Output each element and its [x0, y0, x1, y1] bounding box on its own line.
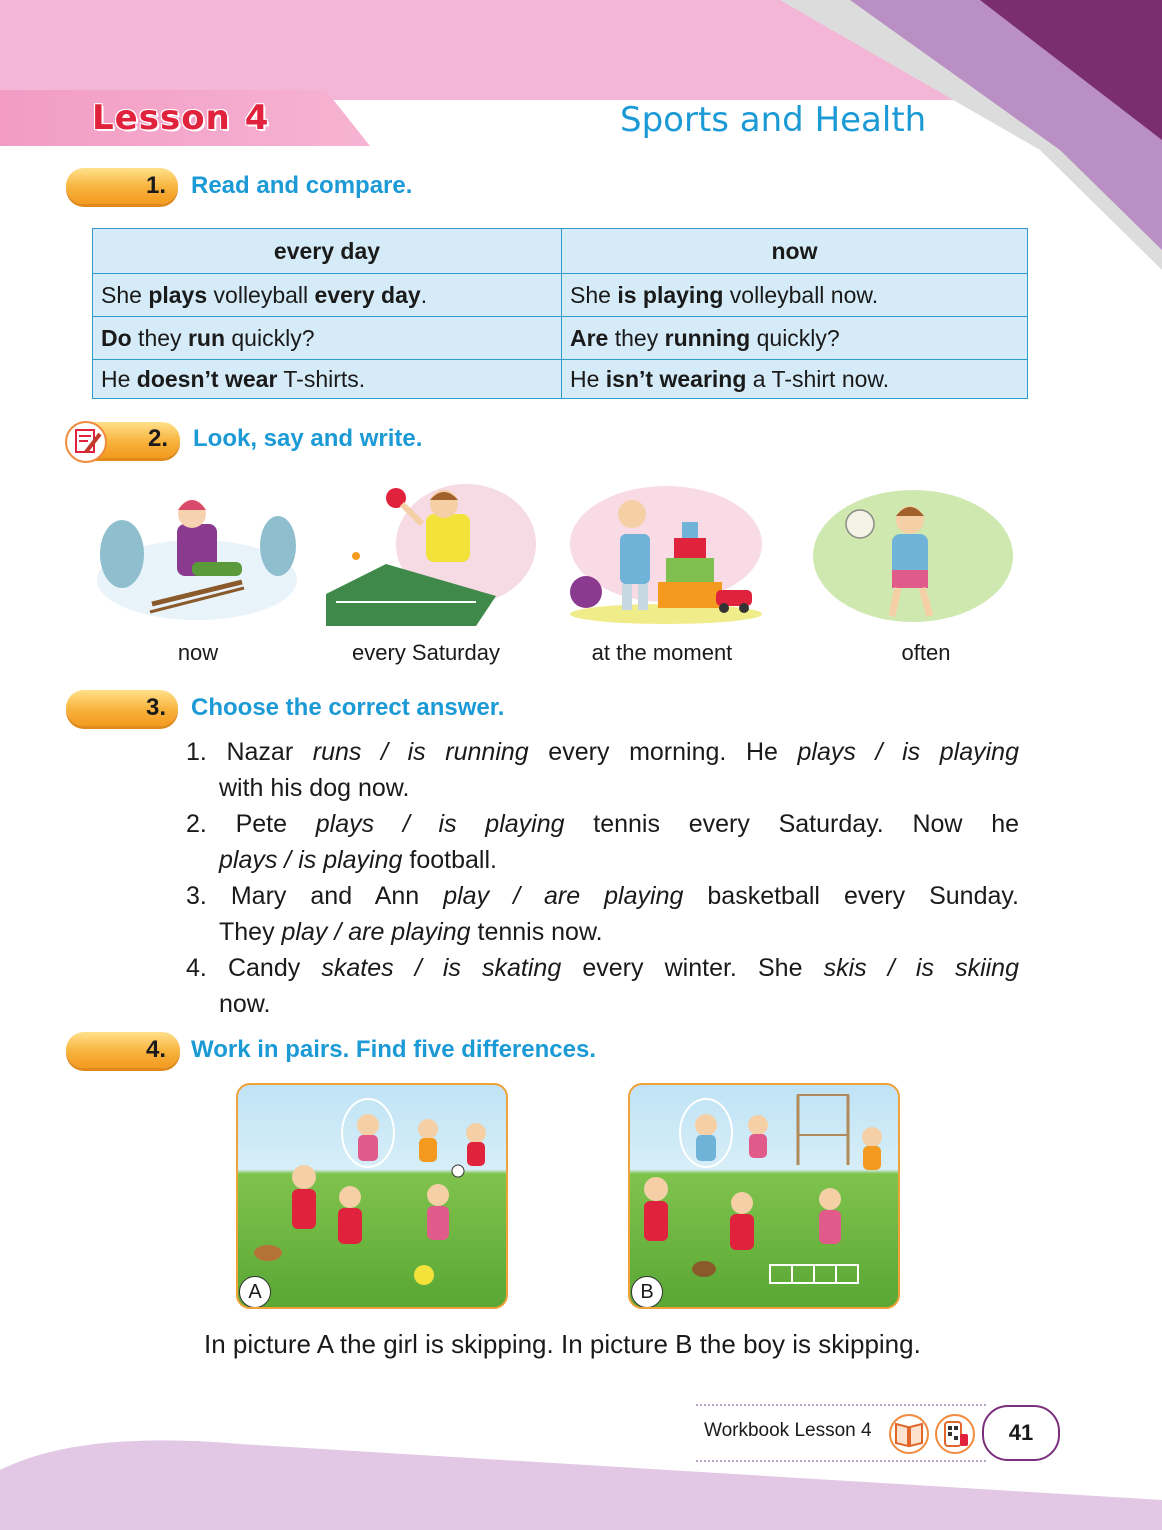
table-cell: He isn’t wearing a T-shirt now.: [562, 360, 1028, 399]
caption-now: now: [177, 640, 219, 665]
picture-b-label: B: [631, 1276, 663, 1308]
exercise-4-number: 4.: [146, 1036, 167, 1063]
lesson-label: Lesson: [92, 98, 231, 138]
list-item-4-line-1: 4. Candy skates / is skating every winter. She skis / is skiing: [186, 954, 1019, 982]
list-item-2-line-2: plays / is playing football.: [219, 846, 497, 874]
scene-picture-a: [236, 1083, 508, 1309]
table-row: [93, 317, 1028, 360]
workbook-book-icon[interactable]: [888, 1414, 930, 1454]
list-item-1-line-1: 1. Nazar runs / is running every morning. He plays / is playing: [186, 738, 1019, 766]
exercise-3-title: Choose the correct answer.: [191, 694, 505, 721]
volleyball-girl-picture: [808, 484, 1018, 626]
list-item-3-line-1: 3. Mary and Ann play / are playing basketball every Sunday.: [186, 882, 1019, 910]
workbook-reference: Workbook Lesson 4: [704, 1420, 872, 1441]
exercise-4-title: Work in pairs. Find five differences.: [191, 1036, 596, 1063]
table-row: [93, 274, 1028, 317]
table-cell: She is playing volleyball now.: [562, 274, 1028, 317]
boy-with-toys-picture: [566, 484, 776, 626]
list-item-3-line-2: They play / are playing tennis now.: [219, 918, 603, 946]
kids-playing-illustration-b: [630, 1085, 898, 1307]
qr-code-phone-icon[interactable]: [934, 1414, 976, 1454]
list-item-1-line-2: with his dog now.: [219, 774, 410, 802]
list-item-4-line-2: now.: [219, 990, 271, 1018]
caption-at-the-moment: at the moment: [591, 640, 733, 665]
caption-every-saturday: every Saturday: [352, 640, 500, 665]
lesson-number: 4: [244, 98, 270, 138]
table-cell: Do they run quickly?: [93, 317, 562, 360]
kids-playing-illustration-a: [238, 1085, 506, 1307]
picture-a-label: A: [239, 1276, 271, 1308]
exercise-2-title: Look, say and write.: [193, 425, 423, 452]
table-cell: Are they running quickly?: [562, 317, 1028, 360]
table-cell: He doesn’t wear T-shirts.: [93, 360, 562, 399]
scene-picture-b: [628, 1083, 900, 1309]
table-header-every-day: every day: [93, 229, 562, 274]
list-item-2-line-1: 2. Pete plays / is playing tennis every Saturday. Now he: [186, 810, 1019, 838]
compare-table: [92, 228, 1028, 399]
page-number: 41: [982, 1405, 1060, 1461]
write-icon: [64, 420, 112, 464]
footer-divider-bottom: [696, 1460, 986, 1462]
table-row: [93, 360, 1028, 399]
example-answer: In picture A the girl is skipping. In picture B the boy is skipping.: [204, 1329, 921, 1359]
table-header-now: now: [562, 229, 1028, 274]
exercise-1-number: 1.: [146, 172, 167, 199]
exercise-1-title: Read and compare.: [191, 172, 413, 199]
sledging-girl-picture: [92, 484, 302, 626]
footer-divider-top: [696, 1404, 986, 1406]
table-header-row: [93, 229, 1028, 274]
topic-title: Sports and Health: [620, 100, 927, 140]
table-cell: She plays volleyball every day.: [93, 274, 562, 317]
caption-often: often: [901, 640, 951, 665]
table-tennis-boy-picture: [326, 484, 536, 626]
exercise-2-number: 2.: [148, 425, 169, 452]
exercise-3-number: 3.: [146, 694, 167, 721]
lesson-heading: [92, 98, 269, 138]
